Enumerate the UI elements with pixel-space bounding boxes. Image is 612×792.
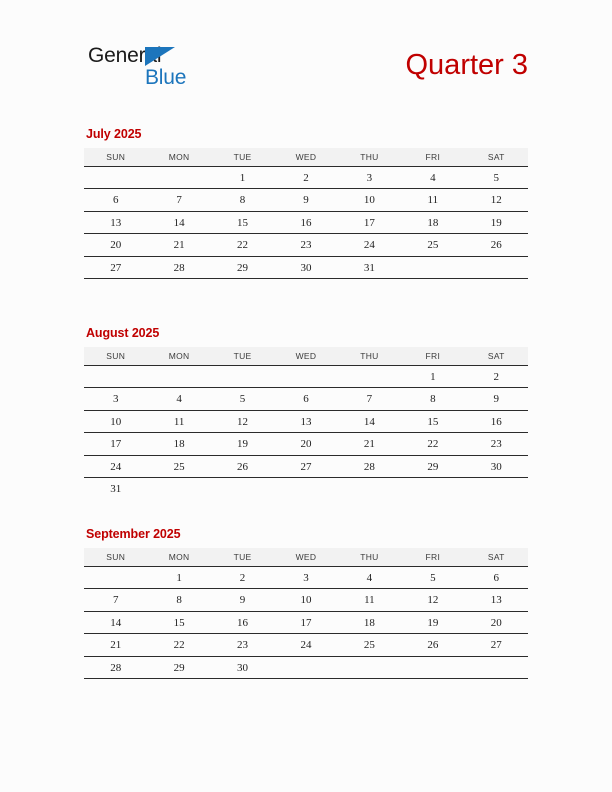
calendar-day-cell[interactable]: 16 [211, 611, 274, 634]
calendar-day-cell[interactable]: 29 [211, 256, 274, 279]
calendar-day-cell[interactable]: 19 [401, 611, 464, 634]
calendar-week-row [84, 478, 528, 500]
calendar-day-cell[interactable]: 2 [274, 166, 337, 189]
calendar-day-cell[interactable]: 1 [211, 166, 274, 189]
weekday-header-row [84, 347, 528, 366]
calendar-day-empty [274, 478, 337, 500]
month-title: July 2025 [86, 127, 142, 141]
calendar-day-cell[interactable]: 15 [147, 611, 210, 634]
weekday-header-wed: WED [274, 548, 337, 567]
calendar-week-row [84, 611, 528, 634]
weekday-header-sat: SAT [465, 148, 528, 167]
calendar-day-cell[interactable]: 11 [401, 189, 464, 212]
calendar-day-cell[interactable]: 13 [465, 589, 528, 612]
calendar-week-row [84, 566, 528, 589]
calendar-day-cell[interactable]: 15 [401, 410, 464, 433]
calendar-day-cell[interactable]: 4 [401, 166, 464, 189]
calendar-day-cell[interactable]: 24 [338, 234, 401, 257]
calendar-day-cell[interactable]: 24 [84, 455, 147, 478]
calendar-week-row [84, 656, 528, 679]
weekday-header-fri: FRI [401, 148, 464, 167]
calendar-day-cell[interactable]: 18 [338, 611, 401, 634]
calendar-day-cell[interactable]: 27 [274, 455, 337, 478]
calendar-day-cell[interactable]: 27 [84, 256, 147, 279]
calendar-day-cell[interactable]: 18 [401, 211, 464, 234]
calendar-day-empty [338, 478, 401, 500]
calendar-week-row [84, 365, 528, 388]
calendar-table-september [84, 548, 528, 680]
calendar-body [84, 166, 528, 279]
calendar-week-row [84, 256, 528, 279]
calendar-day-cell[interactable]: 22 [211, 234, 274, 257]
calendar-day-empty [274, 656, 337, 679]
calendar-day-empty [274, 365, 337, 388]
calendar-week-row [84, 634, 528, 657]
calendar-day-cell[interactable]: 6 [465, 566, 528, 589]
weekday-header-tue: TUE [211, 148, 274, 167]
calendar-day-cell[interactable]: 26 [465, 234, 528, 257]
calendar-day-empty [147, 166, 210, 189]
calendar-day-cell[interactable]: 20 [465, 611, 528, 634]
weekday-header-thu: THU [338, 347, 401, 366]
month-title: August 2025 [86, 326, 160, 340]
calendar-day-cell[interactable]: 21 [84, 634, 147, 657]
calendar-day-empty [211, 478, 274, 500]
weekday-header-wed: WED [274, 148, 337, 167]
calendar-day-empty [84, 566, 147, 589]
calendar-week-row [84, 234, 528, 257]
calendar-day-cell[interactable]: 17 [84, 433, 147, 456]
calendar-day-empty [401, 256, 464, 279]
calendar-week-row [84, 211, 528, 234]
calendar-day-cell[interactable]: 28 [147, 256, 210, 279]
weekday-header-fri: FRI [401, 548, 464, 567]
calendar-day-cell[interactable]: 6 [274, 388, 337, 411]
calendar-week-row [84, 433, 528, 456]
calendar-day-cell[interactable]: 2 [465, 365, 528, 388]
calendar-day-cell[interactable]: 30 [274, 256, 337, 279]
calendar-body [84, 365, 528, 500]
calendar-day-cell[interactable]: 21 [338, 433, 401, 456]
calendar-day-cell[interactable]: 29 [401, 455, 464, 478]
calendar-day-cell[interactable]: 7 [147, 189, 210, 212]
calendar-day-cell[interactable]: 17 [338, 211, 401, 234]
calendar-day-cell[interactable]: 16 [274, 211, 337, 234]
calendar-day-cell[interactable]: 23 [465, 433, 528, 456]
calendar-day-cell[interactable]: 10 [274, 589, 337, 612]
calendar-day-cell[interactable]: 11 [147, 410, 210, 433]
page-title: Quarter 3 [405, 49, 528, 81]
calendar-day-empty [211, 365, 274, 388]
calendar-day-cell[interactable]: 25 [147, 455, 210, 478]
weekday-header-wed: WED [274, 347, 337, 366]
calendar-day-cell[interactable]: 6 [84, 189, 147, 212]
calendar-day-cell[interactable]: 10 [338, 189, 401, 212]
calendar-day-cell[interactable]: 14 [147, 211, 210, 234]
calendar-day-cell[interactable]: 30 [465, 455, 528, 478]
calendar-day-empty [465, 656, 528, 679]
logo-text-general: General [88, 44, 162, 67]
calendar-day-cell[interactable]: 29 [147, 656, 210, 679]
weekday-header-tue: TUE [211, 347, 274, 366]
month-block-august [84, 327, 528, 500]
logo-triangle-icon [145, 47, 175, 66]
weekday-header-tue: TUE [211, 548, 274, 567]
calendar-day-cell[interactable]: 9 [465, 388, 528, 411]
calendar-day-empty [84, 166, 147, 189]
calendar-day-empty [338, 656, 401, 679]
calendar-day-cell[interactable]: 3 [84, 388, 147, 411]
calendar-day-cell[interactable]: 4 [338, 566, 401, 589]
calendar-day-cell[interactable]: 13 [84, 211, 147, 234]
calendar-day-cell[interactable]: 5 [401, 566, 464, 589]
calendar-day-cell[interactable]: 11 [338, 589, 401, 612]
calendar-day-empty [401, 478, 464, 500]
calendar-day-cell[interactable]: 21 [147, 234, 210, 257]
calendar-day-cell[interactable]: 25 [401, 234, 464, 257]
calendar-day-cell[interactable]: 17 [274, 611, 337, 634]
calendar-day-empty [338, 365, 401, 388]
calendar-day-cell[interactable]: 23 [211, 634, 274, 657]
month-title: September 2025 [86, 527, 181, 541]
calendar-day-cell[interactable]: 12 [401, 589, 464, 612]
calendar-day-cell[interactable]: 28 [84, 656, 147, 679]
month-block-july [84, 128, 528, 279]
weekday-header-sun: SUN [84, 347, 147, 366]
calendar-day-empty [465, 256, 528, 279]
calendar-day-empty [84, 365, 147, 388]
weekday-header-row [84, 148, 528, 167]
calendar-week-row [84, 589, 528, 612]
calendar-day-cell[interactable]: 26 [401, 634, 464, 657]
calendar-day-cell[interactable]: 25 [338, 634, 401, 657]
calendar-day-cell[interactable]: 9 [211, 589, 274, 612]
calendar-day-cell[interactable]: 31 [110, 483, 122, 495]
calendar-day-cell[interactable]: 3 [274, 566, 337, 589]
calendar-day-cell[interactable]: 12 [211, 410, 274, 433]
calendar-day-cell[interactable]: 1 [401, 365, 464, 388]
weekday-header-row [84, 548, 528, 567]
calendar-day-cell[interactable]: 5 [465, 166, 528, 189]
calendar-day-cell[interactable]: 5 [211, 388, 274, 411]
calendar-day-empty [147, 365, 210, 388]
weekday-header-mon: MON [147, 548, 210, 567]
calendar-day-cell[interactable]: 19 [465, 211, 528, 234]
weekday-header-fri: FRI [401, 347, 464, 366]
calendar-day-cell[interactable]: 26 [211, 455, 274, 478]
calendar-day-cell[interactable]: 20 [84, 234, 147, 257]
weekday-header-sun: SUN [84, 148, 147, 167]
general-blue-logo [88, 45, 278, 97]
calendar-day-cell[interactable]: 28 [338, 455, 401, 478]
weekday-header-mon: MON [147, 347, 210, 366]
calendar-day-cell[interactable]: 23 [274, 234, 337, 257]
calendar-week-row [84, 166, 528, 189]
calendar-day-cell[interactable]: 9 [274, 189, 337, 212]
page-header [0, 40, 612, 100]
calendar-day-empty [401, 656, 464, 679]
calendar-day-cell[interactable]: 20 [274, 433, 337, 456]
calendar-day-cell[interactable]: 31 [338, 256, 401, 279]
calendar-week-row [84, 410, 528, 433]
calendar-table-august [84, 347, 528, 500]
calendar-day-cell[interactable]: 4 [147, 388, 210, 411]
weekday-header-mon: MON [147, 148, 210, 167]
calendar-day-cell[interactable]: 13 [274, 410, 337, 433]
calendar-day-cell[interactable]: 12 [465, 189, 528, 212]
weekday-header-sat: SAT [465, 548, 528, 567]
weekday-header-thu: THU [338, 548, 401, 567]
calendar-day-cell[interactable]: 8 [211, 189, 274, 212]
calendar-day-cell[interactable]: 7 [84, 589, 147, 612]
calendar-day-cell[interactable]: 27 [465, 634, 528, 657]
calendar-day-cell[interactable]: 2 [211, 566, 274, 589]
calendar-day-cell[interactable]: 16 [465, 410, 528, 433]
calendar-day-cell[interactable]: 7 [338, 388, 401, 411]
calendar-day-cell[interactable]: 22 [147, 634, 210, 657]
calendar-day-cell[interactable]: 10 [84, 410, 147, 433]
calendar-day-cell[interactable]: 22 [401, 433, 464, 456]
calendar-day-empty [465, 478, 528, 500]
calendar-day-cell[interactable]: 18 [147, 433, 210, 456]
weekday-header-sat: SAT [465, 347, 528, 366]
weekday-header-sun: SUN [84, 548, 147, 567]
calendar-day-cell[interactable]: 1 [147, 566, 210, 589]
calendar-week-row [84, 388, 528, 411]
month-block-september [84, 528, 528, 679]
calendar-day-cell[interactable]: 14 [84, 611, 147, 634]
calendar-day-cell[interactable]: 8 [401, 388, 464, 411]
calendar-body [84, 566, 528, 679]
calendar-day-cell[interactable]: 3 [338, 166, 401, 189]
calendar-day-cell[interactable]: 24 [274, 634, 337, 657]
calendar-table-july [84, 148, 528, 280]
calendar-week-row [84, 455, 528, 478]
calendar-day-cell[interactable]: 14 [338, 410, 401, 433]
calendar-week-row [84, 189, 528, 212]
logo-text-blue: Blue [145, 66, 187, 89]
calendar-day-cell[interactable]: 30 [211, 656, 274, 679]
calendar-day-cell[interactable]: 15 [211, 211, 274, 234]
calendar-day-cell[interactable]: 8 [147, 589, 210, 612]
calendar-day-cell[interactable]: 19 [211, 433, 274, 456]
weekday-header-thu: THU [338, 148, 401, 167]
calendar-day-empty [147, 478, 210, 500]
